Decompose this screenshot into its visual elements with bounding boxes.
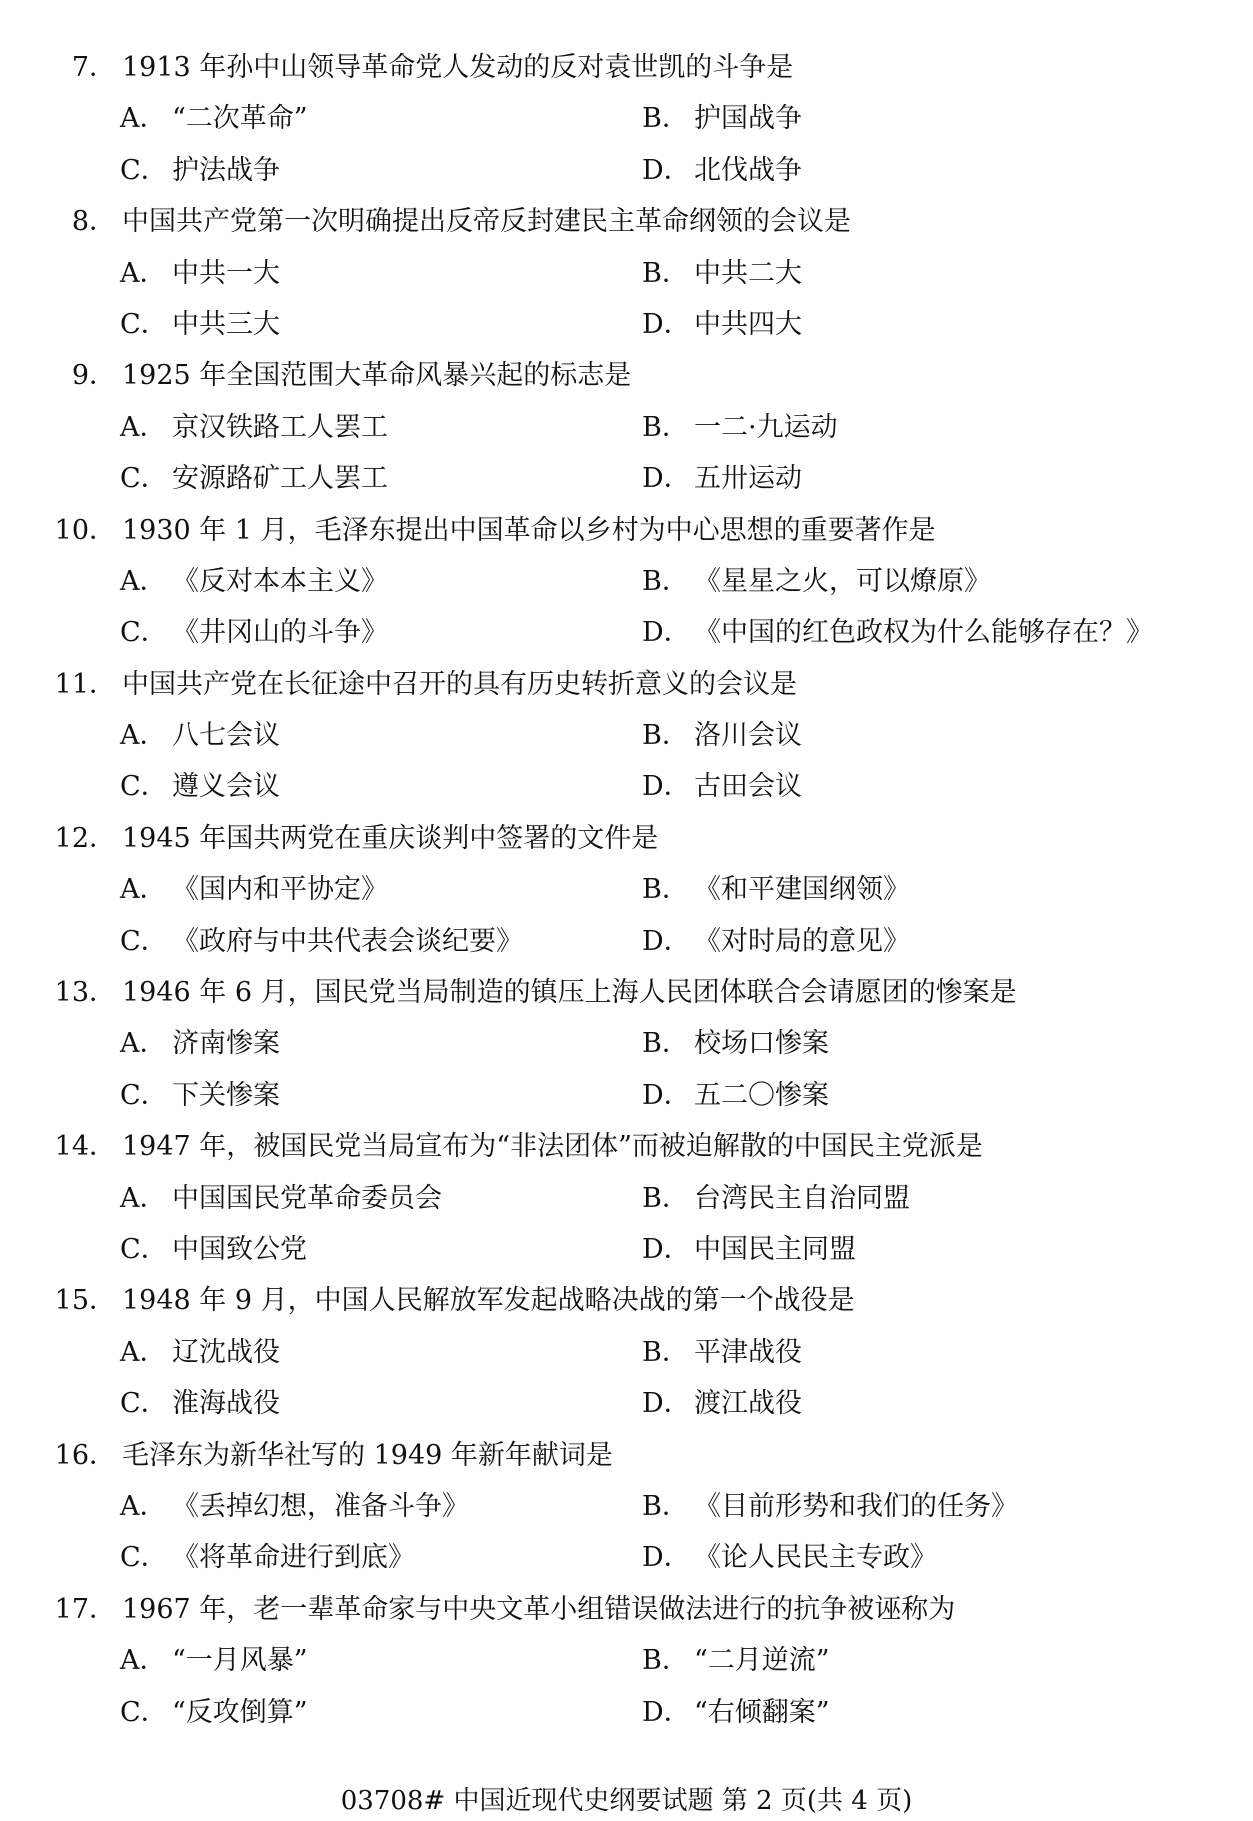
answer-option [120,145,280,196]
option-text: 辽沈战役 [172,1336,280,1368]
question-item [0,967,1253,1121]
answer-option [120,402,388,453]
option-text: 北伐战争 [694,154,802,186]
option-letter: D． [642,771,691,803]
question-number: 11． [54,668,116,700]
question-text: 1947 年，被国民党当局宣布为“非法团体”而被迫解散的中国民主党派是 [122,1131,983,1163]
option-row [0,248,1253,299]
option-row [0,1532,1253,1583]
answer-option [642,1378,802,1429]
option-row [0,299,1253,350]
answer-option [642,1018,829,1069]
option-row [0,607,1253,658]
question-stem [0,1275,1253,1326]
question-stem [0,350,1253,401]
option-letter: A． [120,874,167,906]
option-text: 《丢掉幻想，准备斗争》 [172,1490,469,1522]
option-text: 一二·九运动 [694,411,838,443]
answer-option [642,1635,830,1686]
option-row [0,1687,1253,1738]
answer-option [120,1687,308,1738]
option-row [0,916,1253,967]
option-text: 台湾民主自治同盟 [694,1182,910,1214]
option-letter: D． [642,1233,691,1265]
question-number: 9． [71,360,116,392]
question-stem [0,1430,1253,1481]
option-letter: A． [120,1182,167,1214]
question-item [0,1121,1253,1275]
option-text: 济南惨案 [172,1028,280,1060]
option-text: 洛川会议 [694,720,802,752]
option-letter: C． [120,1696,168,1728]
answer-option [642,453,802,504]
option-letter: A． [120,257,167,289]
question-text: 1945 年国共两党在重庆谈判中签署的文件是 [122,822,659,854]
answer-option [642,93,802,144]
option-letter: C． [120,771,168,803]
option-row [0,1224,1253,1275]
option-text: 《井冈山的斗争》 [172,617,388,649]
option-text: “反攻倒算” [172,1696,308,1728]
answer-option [120,1378,280,1429]
answer-option [642,248,802,299]
option-text: 淮海战役 [172,1388,280,1420]
answer-option [120,453,388,504]
answer-option [642,1532,937,1583]
answer-option [642,402,838,453]
question-stem [0,967,1253,1018]
option-letter: A． [120,720,167,752]
option-text: 《国内和平协定》 [172,874,388,906]
option-letter: C． [120,1079,168,1111]
answer-option [642,299,802,350]
question-number: 14． [54,1131,116,1163]
option-text: 中国致公党 [172,1233,307,1265]
option-letter: B． [642,1028,689,1060]
option-text: 五卅运动 [694,463,802,495]
answer-option [642,1070,829,1121]
option-letter: C． [120,463,168,495]
option-text: 《目前形势和我们的任务》 [694,1490,1018,1522]
option-row [0,1018,1253,1069]
option-letter: D． [642,154,691,186]
option-letter: A． [120,565,167,597]
option-letter: C． [120,925,168,957]
question-text: 1946 年 6 月，国民党当局制造的镇压上海人民团体联合会请愿团的惨案是 [122,977,1017,1009]
option-letter: B． [642,1182,689,1214]
option-text: 《星星之火，可以燎原》 [694,565,991,597]
option-row [0,1327,1253,1378]
option-text: 中共二大 [694,257,802,289]
option-text: 《反对本本主义》 [172,565,388,597]
option-letter: B． [642,1490,689,1522]
option-row [0,1481,1253,1532]
answer-option [120,607,388,658]
question-text: 1948 年 9 月，中国人民解放军发起战略决战的第一个战役是 [122,1285,855,1317]
answer-option [120,761,280,812]
answer-option [120,1481,469,1532]
option-letter: D． [642,308,691,340]
answer-option [120,1018,280,1069]
option-text: 中共一大 [172,257,280,289]
option-text: 中国民主同盟 [694,1233,856,1265]
option-text: 遵义会议 [172,771,280,803]
option-text: 京汉铁路工人罢工 [172,411,388,443]
option-row [0,145,1253,196]
option-text: “一月风暴” [172,1645,308,1677]
option-letter: C． [120,617,168,649]
option-letter: A． [120,1490,167,1522]
option-row [0,1378,1253,1429]
option-text: 平津战役 [694,1336,802,1368]
option-letter: A． [120,411,167,443]
option-row [0,453,1253,504]
question-number: 15． [54,1285,116,1317]
answer-option [120,710,280,761]
option-row [0,710,1253,761]
option-text: 中共三大 [172,308,280,340]
question-item [0,196,1253,350]
option-letter: B． [642,874,689,906]
question-item [0,659,1253,813]
option-text: 下关惨案 [172,1079,280,1111]
option-text: “右倾翻案” [694,1696,830,1728]
option-letter: D． [642,925,691,957]
option-letter: B． [642,257,689,289]
option-text: 中共四大 [694,308,802,340]
option-letter: B． [642,565,689,597]
answer-option [642,145,802,196]
answer-option [642,916,910,967]
answer-option [642,710,802,761]
question-number: 16． [54,1439,116,1471]
question-number: 10． [54,514,116,546]
option-letter: B． [642,411,689,443]
option-text: 五二〇惨案 [694,1079,829,1111]
question-stem [0,1121,1253,1172]
option-letter: D． [642,617,691,649]
option-text: 渡江战役 [694,1388,802,1420]
option-text: 《对时局的意见》 [694,925,910,957]
question-number: 17． [54,1593,116,1625]
option-letter: D． [642,1542,691,1574]
option-text: “二月逆流” [694,1645,830,1677]
answer-option [120,916,523,967]
option-row [0,1173,1253,1224]
option-row [0,1635,1253,1686]
answer-option [642,1687,830,1738]
question-stem [0,196,1253,247]
option-row [0,1070,1253,1121]
answer-option [120,1635,308,1686]
question-number: 7． [71,52,116,83]
option-letter: B． [642,1645,689,1677]
option-letter: A． [120,103,167,135]
option-row [0,761,1253,812]
option-letter: C． [120,1388,168,1420]
option-row [0,93,1253,144]
question-number: 8． [71,206,116,238]
option-text: 校场口惨案 [694,1028,829,1060]
question-number: 12． [54,822,116,854]
question-item [0,1584,1253,1738]
option-text: 《将革命进行到底》 [172,1542,415,1574]
answer-option [120,299,280,350]
option-letter: B． [642,103,689,135]
question-text: 1925 年全国范围大革命风暴兴起的标志是 [122,360,632,392]
question-item [0,42,1253,196]
option-letter: C． [120,154,168,186]
option-text: 古田会议 [694,771,802,803]
question-text: 中国共产党第一次明确提出反帝反封建民主革命纲领的会议是 [122,206,851,238]
option-text: 中国国民党革命委员会 [172,1182,442,1214]
option-letter: A． [120,1336,167,1368]
option-row [0,864,1253,915]
answer-option [642,1173,910,1224]
option-text: 《和平建国纲领》 [694,874,910,906]
question-list [0,42,1253,1738]
question-number: 13． [54,977,116,1009]
question-item [0,505,1253,659]
option-letter: C． [120,308,168,340]
option-letter: B． [642,1336,689,1368]
question-text: 1967 年，老一辈革命家与中央文革小组错误做法进行的抗争被诬称为 [122,1593,956,1625]
question-stem [0,813,1253,864]
option-letter: D． [642,1079,691,1111]
question-stem [0,659,1253,710]
question-text: 1913 年孙中山领导革命党人发动的反对袁世凯的斗争是 [122,52,794,83]
option-row [0,402,1253,453]
option-letter: D． [642,1388,691,1420]
answer-option [120,556,388,607]
answer-option [120,1532,415,1583]
answer-option [642,864,910,915]
answer-option [642,607,1153,658]
option-text: “二次革命” [172,103,308,135]
option-letter: D． [642,1696,691,1728]
option-letter: C． [120,1542,168,1574]
question-stem [0,42,1253,93]
answer-option [642,1327,802,1378]
option-letter: A． [120,1028,167,1060]
question-item [0,813,1253,967]
answer-option [642,761,802,812]
question-text: 中国共产党在长征途中召开的具有历史转折意义的会议是 [122,668,797,700]
option-text: 《论人民民主专政》 [694,1542,937,1574]
option-letter: A． [120,1645,167,1677]
question-stem [0,505,1253,556]
option-row [0,556,1253,607]
answer-option [120,1173,442,1224]
answer-option [642,1224,856,1275]
question-text: 1930 年 1 月，毛泽东提出中国革命以乡村为中心思想的重要著作是 [122,514,936,546]
option-letter: B． [642,720,689,752]
option-text: 护法战争 [172,154,280,186]
answer-option [642,1481,1018,1532]
option-text: 《政府与中共代表会谈纪要》 [172,925,523,957]
answer-option [120,1327,280,1378]
answer-option [120,1070,280,1121]
question-item [0,1275,1253,1429]
question-stem [0,1584,1253,1635]
answer-option [120,864,388,915]
answer-option [120,248,280,299]
page-footer: 03708# 中国近现代史纲要试题 第 2 页(共 4 页) [340,1786,913,1816]
option-text: 《中国的红色政权为什么能够存在？》 [694,617,1153,649]
option-letter: C． [120,1233,168,1265]
option-text: 八七会议 [172,720,280,752]
answer-option [120,93,308,144]
question-item [0,1430,1253,1584]
answer-option [120,1224,307,1275]
option-letter: D． [642,463,691,495]
question-item [0,350,1253,504]
option-text: 护国战争 [694,103,802,135]
answer-option [642,556,991,607]
question-text: 毛泽东为新华社写的 1949 年新年献词是 [122,1439,613,1471]
option-text: 安源路矿工人罢工 [172,463,388,495]
